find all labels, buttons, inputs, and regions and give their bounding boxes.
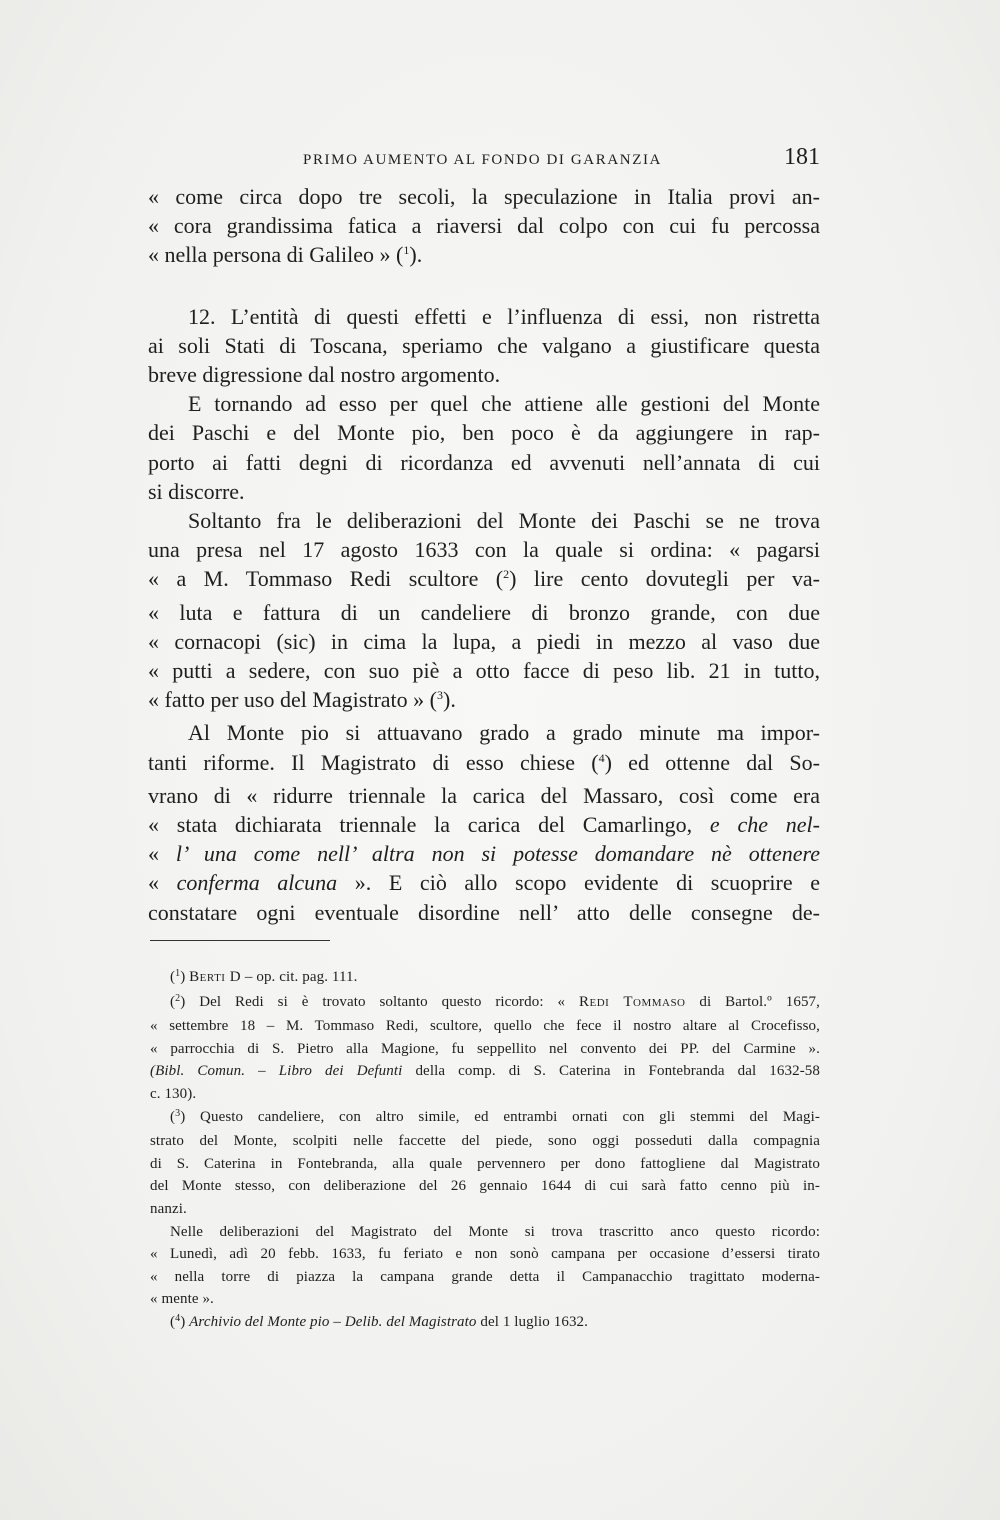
text-segment: ) Questo candeliere, con altro simile, ed entrambi ornati con gli stemmi del Magi- — [180, 1108, 820, 1125]
text-segment: del 1 luglio 1632. — [476, 1313, 588, 1330]
italic-segment: e che nel- — [709, 812, 820, 838]
text-segment: « — [148, 841, 176, 867]
text-line — [148, 240, 820, 273]
italic-segment: conferma alcuna — [176, 870, 338, 896]
text-segment: « stata dichiarata triennale la carica del Camarlingo, — [148, 812, 710, 838]
italic-segment: Archivio del Monte pio – Delib. del Magistrato — [189, 1313, 477, 1330]
italic-segment: l’ una come nell’ altra non si potesse domandare nè ottenere — [175, 841, 820, 867]
text-line: constatare ogni eventuale disordine nell’ atto delle consegne de- — [148, 899, 820, 925]
text-line: E tornando ad esso per quel che attiene alle gestioni del Monte — [188, 391, 820, 417]
text-segment: « nella persona di Galileo » ( — [148, 242, 404, 268]
text-segment: ). — [443, 687, 456, 713]
page-header — [148, 144, 820, 178]
text-segment: ) Del Redi si è trovato soltanto questo ricordo: « — [180, 993, 579, 1010]
footnote-line: nanzi. — [150, 1200, 187, 1217]
italic-segment: (Bibl. Comun. – Libro dei Defunti — [150, 1063, 403, 1080]
name-smallcaps: Redi Tommaso — [578, 993, 686, 1010]
footnote-line: del Monte stesso, con deliberazione del 26 gennaio 1644 di cui sarà fatto cenno più in- — [150, 1178, 820, 1195]
footnotes — [150, 966, 820, 1336]
text-line: « cora grandissima fatica a riaversi dal colpo con cui fu percossa — [148, 213, 820, 239]
footnote-line: « nella torre di piazza la campana grande detta il Campanacchio tragittato moderna- — [150, 1268, 820, 1285]
text-line: vrano di « ridurre triennale la carica del Massaro, così come era — [148, 782, 820, 808]
text-line: « come circa dopo tre secoli, la speculazione in Italia provi an- — [148, 184, 820, 209]
footnote-line: « parrocchia di S. Pietro alla Magione, fu seppellito nel convento dei PP. del Carmine ». — [150, 1040, 820, 1057]
text-line: « luta e fattura di un candeliere di bronzo grande, con due — [148, 599, 820, 625]
text-segment: « a M. Tommaso Redi scultore ( — [148, 566, 504, 592]
footnote-number: 3 — [175, 1107, 181, 1119]
text-line: breve digressione dal nostro argomento. — [148, 362, 501, 388]
text-segment: di Bartol.º 1657, — [685, 993, 820, 1010]
text-segment: « — [148, 870, 177, 896]
footnote-line: « mente ». — [150, 1291, 214, 1308]
body-text — [148, 182, 820, 927]
text-segment: tanti riforme. Il Magistrato di esso chiese ( — [148, 749, 599, 775]
footnote-number: 1 — [175, 968, 181, 979]
footnote-ref: 1 — [403, 243, 410, 258]
footnote-line: « settembre 18 – M. Tommaso Redi, scultore, quello che fece il nostro altare al Crocefisso, — [150, 1018, 820, 1035]
text-line: si discorre. — [148, 478, 245, 504]
footnote-4: ($^4$) Archivio del Monte pio – Delib. del Magistrato del 1 luglio 1632. — [170, 1312, 588, 1330]
text-line: 12. L’entità di questi effetti e l’influenza di essi, non ristretta — [188, 303, 820, 329]
footnote-ref: 4 — [598, 750, 605, 765]
text-line: ai soli Stati di Toscana, speriamo che valgano a giustificare questa — [148, 332, 820, 358]
text-line — [148, 839, 820, 868]
text-line: « cornacopi (sic) in cima la lupa, a piedi in mezzo al vaso due — [148, 628, 820, 654]
text-segment: della comp. di S. Caterina in Fontebranda dal 1632-58 — [402, 1063, 820, 1080]
text-line: una presa nel 17 agosto 1633 con la quale si ordina: « pagarsi — [148, 537, 820, 563]
footnote-line: strato del Monte, scolpiti nelle faccette del piede, sono oggi posseduti dalla compagnia — [150, 1133, 820, 1150]
text-line: « putti a sedere, con suo piè a otto facce di peso lib. 21 in tutto, — [148, 658, 820, 684]
footnote-line: c. 130). — [150, 1085, 197, 1102]
text-line — [148, 810, 820, 839]
footnote-divider — [150, 940, 330, 941]
text-line — [148, 748, 820, 781]
text-line: dei Paschi e del Monte pio, ben poco è da aggiungere in rap- — [148, 420, 820, 446]
footnote-2: ($^2$) Del Redi si è trovato soltanto questo ricordo: « Redi Tommaso di Bartol.º 1657, — [170, 992, 820, 1010]
text-segment: « fatto per uso del Magistrato » ( — [148, 687, 437, 713]
text-segment: ) lire cento dovutegli per va- — [509, 566, 820, 592]
footnote-line: « Lunedì, adì 20 febb. 1633, fu feriato e non sonò campana per occasione d’essersi tirato — [150, 1246, 820, 1263]
footnote-3: ($^3$) Questo candeliere, con altro simile, ed entrambi ornati con gli stemmi del Magi- — [170, 1107, 820, 1125]
footnote-1: ($^1$) Berti D – op. cit. pag. 111. — [170, 968, 358, 985]
text-line — [148, 564, 820, 597]
footnote-ref: 2 — [503, 567, 510, 582]
running-head: PRIMO AUMENTO AL FONDO DI GARANZIA — [303, 152, 662, 168]
text-segment: ). — [409, 242, 423, 268]
text-line: porto ai fatti degni di ricordanza ed avvenuti nell’annata di cui — [148, 449, 820, 475]
paragraph-gap — [148, 274, 820, 302]
page-number: 181 — [784, 144, 820, 170]
text-segment: ». E ciò allo scopo evidente di scuoprire e — [337, 870, 821, 896]
footnote-line — [150, 1060, 820, 1083]
footnote-line: Nelle deliberazioni del Magistrato del Monte si trova trascritto anco questo ricordo: — [170, 1223, 820, 1240]
footnote-number: 4 — [175, 1312, 181, 1324]
author-name: Berti D — [189, 969, 242, 985]
text-line — [148, 868, 820, 897]
text-line — [148, 685, 820, 718]
text-segment: – op. cit. pag. 111. — [241, 969, 358, 985]
text-segment: ) ed ottenne dal So- — [604, 749, 820, 775]
footnote-number: 2 — [175, 992, 181, 1004]
footnote-line: di S. Caterina in Fontebranda, alla quale pervennero per dono fattogliene dal Magistrato — [150, 1155, 820, 1172]
text-line: Al Monte pio si attuavano grado a grado minute ma impor- — [188, 720, 820, 746]
footnote-ref: 3 — [437, 688, 443, 703]
text-line: Soltanto fra le deliberazioni del Monte dei Paschi se ne trova — [188, 508, 820, 534]
